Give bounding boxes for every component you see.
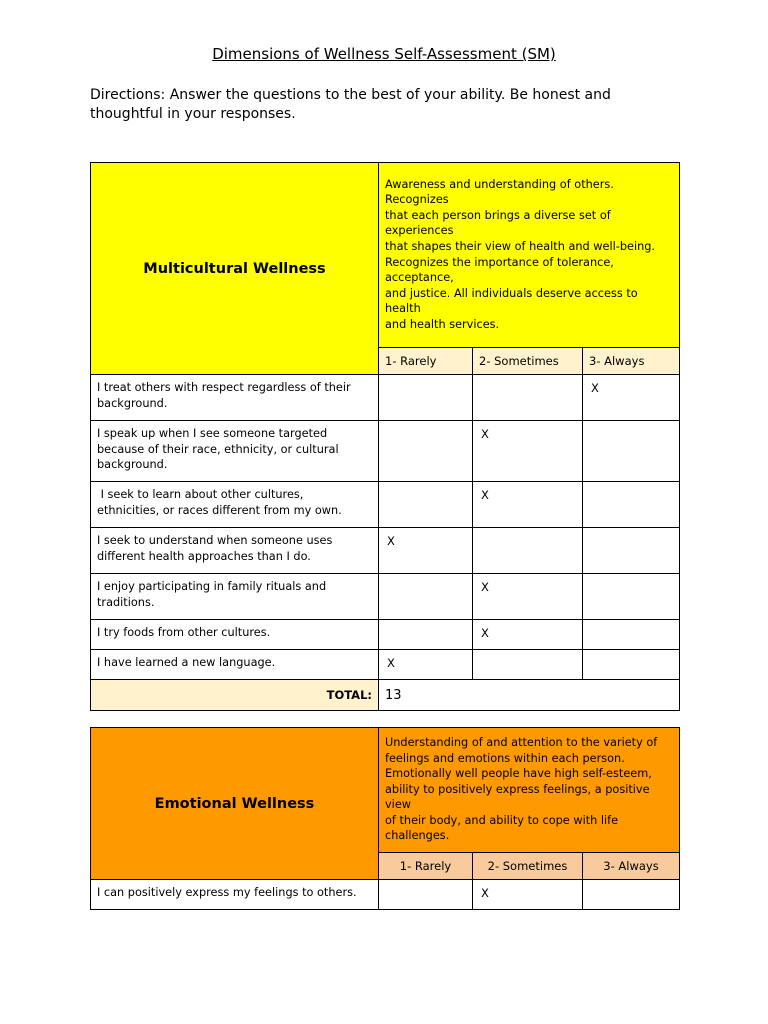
answer-rarely[interactable]: X: [379, 650, 473, 680]
question-cell: [91, 482, 379, 528]
table-row: [91, 528, 680, 574]
description-line: acceptance,: [385, 271, 454, 285]
multicultural-heading: Multicultural Wellness: [91, 163, 379, 375]
question-line: I can positively express my feelings to others.: [97, 886, 357, 899]
question-cell: [91, 620, 379, 650]
description-line: Understanding of and attention to the variety of: [385, 735, 658, 749]
answer-rarely[interactable]: [379, 482, 473, 528]
description-line: health: [385, 302, 421, 316]
total-label: TOTAL:: [91, 680, 379, 711]
directions-text: [90, 86, 650, 124]
scale-rarely: 1- Rarely: [379, 853, 473, 880]
answer-always[interactable]: X: [583, 375, 680, 421]
scale-sometimes: 2- Sometimes: [473, 853, 583, 880]
answer-sometimes[interactable]: [473, 528, 583, 574]
answer-sometimes[interactable]: [473, 650, 583, 680]
description-line: experiences: [385, 224, 454, 238]
answer-rarely[interactable]: [379, 620, 473, 650]
description-line: that each person brings a diverse set of: [385, 208, 611, 222]
multicultural-wellness-table: [90, 162, 680, 711]
question-line: I speak up when I see someone targeted: [97, 427, 328, 440]
question-line: background.: [97, 396, 168, 410]
description-line: view: [385, 798, 412, 812]
directions-line: thoughtful in your responses.: [90, 106, 296, 122]
table-row: [91, 620, 680, 650]
total-value[interactable]: 13: [379, 680, 680, 711]
answer-always[interactable]: [583, 620, 680, 650]
question-line: I try foods from other cultures.: [97, 626, 271, 639]
answer-sometimes[interactable]: X: [473, 620, 583, 650]
answer-rarely[interactable]: [379, 421, 473, 482]
answer-always[interactable]: [583, 482, 680, 528]
description-line: and justice. All individuals deserve access to: [385, 286, 638, 300]
table-row: [91, 482, 680, 528]
question-cell: [91, 650, 379, 680]
scale-always: 3- Always: [583, 853, 680, 880]
total-row: [91, 680, 680, 711]
answer-sometimes[interactable]: X: [473, 574, 583, 620]
scale-sometimes: 2- Sometimes: [473, 348, 583, 375]
answer-rarely[interactable]: X: [379, 528, 473, 574]
table-row: [91, 880, 680, 910]
description-line: Recognizes: [385, 193, 449, 207]
question-line: I have learned a new language.: [97, 656, 276, 669]
answer-always[interactable]: [583, 574, 680, 620]
answer-rarely[interactable]: [379, 574, 473, 620]
description-line: Awareness and understanding of others.: [385, 177, 614, 191]
question-line: because of their race, ethnicity, or cultural: [97, 442, 339, 456]
emotional-description: [379, 728, 680, 853]
emotional-wellness-table: [90, 727, 680, 910]
question-cell: [91, 528, 379, 574]
description-line: that shapes their view of health and well-being.: [385, 239, 656, 253]
answer-sometimes[interactable]: X: [473, 880, 583, 910]
scale-rarely: 1- Rarely: [379, 348, 473, 375]
table-row: [91, 650, 680, 680]
multicultural-description: [379, 163, 680, 348]
question-line: different health approaches than I do.: [97, 549, 311, 563]
scale-always: 3- Always: [583, 348, 680, 375]
table-row: [91, 375, 680, 421]
answer-rarely[interactable]: [379, 880, 473, 910]
answer-sometimes[interactable]: [473, 375, 583, 421]
page-title: Dimensions of Wellness Self-Assessment (SM): [212, 45, 556, 63]
description-line: feelings and emotions within each person.: [385, 751, 625, 765]
question-cell: [91, 574, 379, 620]
question-line: ethnicities, or races different from my own.: [97, 503, 342, 517]
answer-always[interactable]: [583, 421, 680, 482]
question-line: I treat others with respect regardless of their: [97, 381, 351, 394]
emotional-heading: Emotional Wellness: [91, 728, 379, 880]
description-line: ability to positively express feelings, a positive: [385, 782, 650, 796]
answer-sometimes[interactable]: X: [473, 482, 583, 528]
question-line: I seek to understand when someone uses: [97, 534, 333, 547]
description-line: and health services.: [385, 317, 500, 331]
table-row: [91, 421, 680, 482]
question-line: I enjoy participating in family rituals and: [97, 580, 327, 593]
description-line: of their body, and ability to cope with life: [385, 813, 619, 827]
question-cell: [91, 421, 379, 482]
question-line: background.: [97, 458, 168, 472]
answer-rarely[interactable]: [379, 375, 473, 421]
question-line: traditions.: [97, 595, 155, 609]
description-line: challenges.: [385, 829, 450, 843]
answer-always[interactable]: [583, 880, 680, 910]
question-cell: [91, 375, 379, 421]
answer-sometimes[interactable]: X: [473, 421, 583, 482]
directions-line: Directions: Answer the questions to the best of your ability. Be honest and: [90, 87, 611, 103]
answer-always[interactable]: [583, 650, 680, 680]
question-line: I seek to learn about other cultures,: [97, 488, 304, 501]
table-row: [91, 574, 680, 620]
question-cell: [91, 880, 379, 910]
description-line: Emotionally well people have high self-esteem,: [385, 767, 652, 781]
answer-always[interactable]: [583, 528, 680, 574]
description-line: Recognizes the importance of tolerance,: [385, 255, 614, 269]
